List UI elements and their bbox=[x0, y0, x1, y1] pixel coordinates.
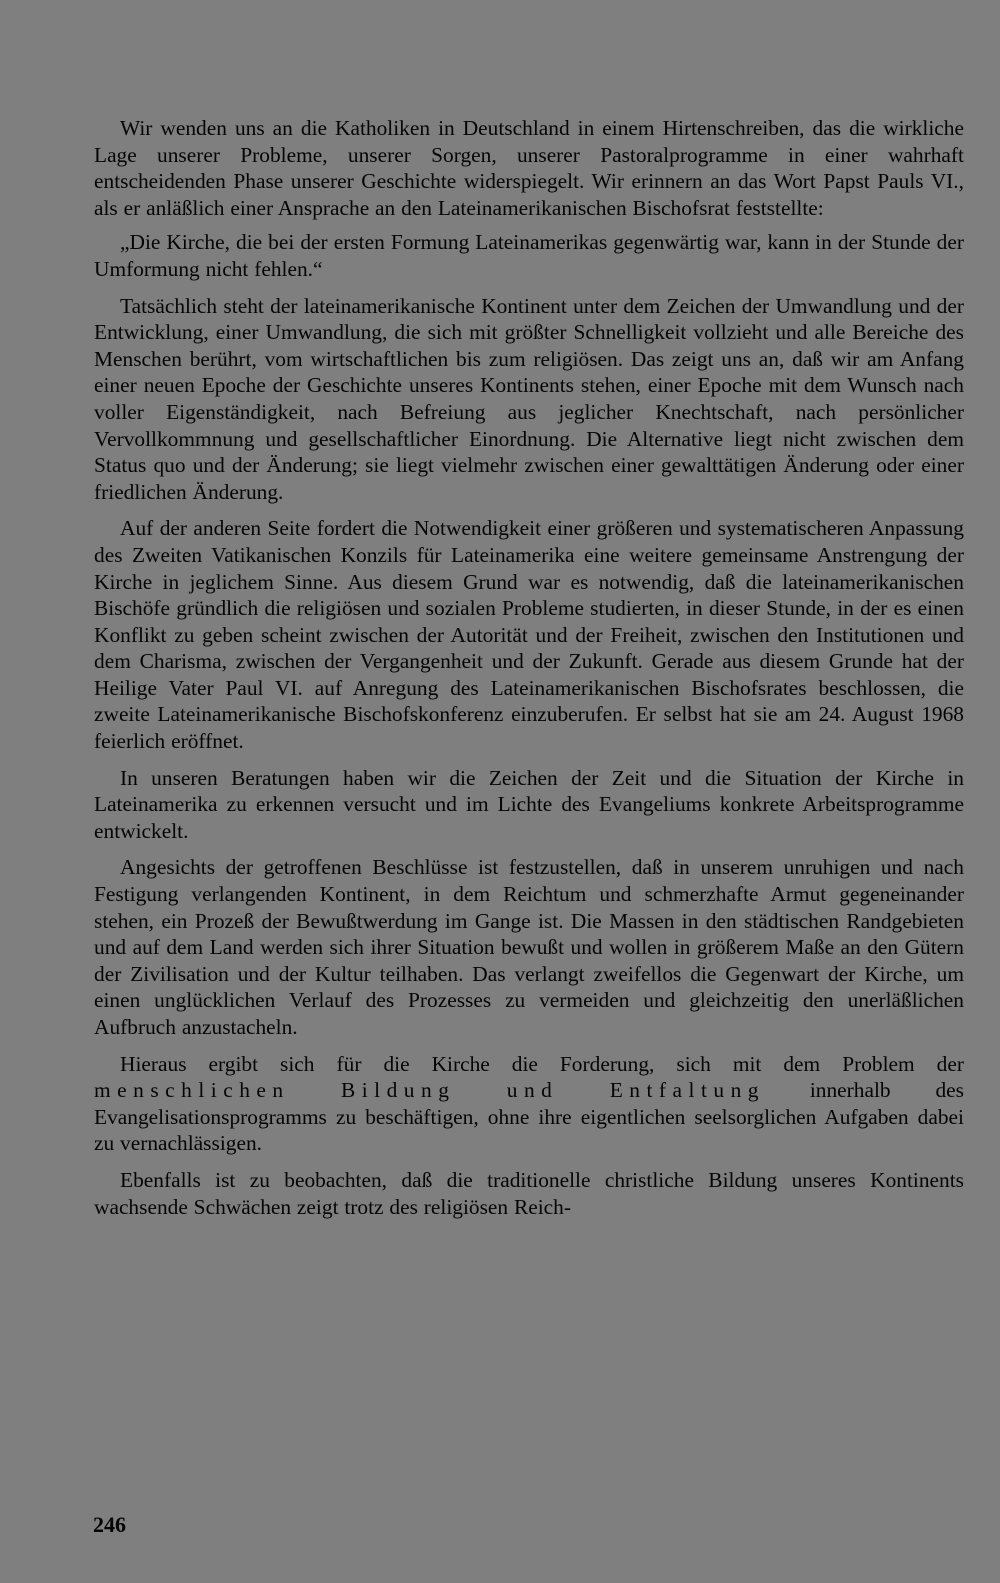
paragraph-weakness: Ebenfalls ist zu beobachten, daß die traditionelle christliche Bildung unseres Kontinents wachsende Schwächen zeigt trotz des religiösen Reich- bbox=[94, 1167, 964, 1219]
paragraph-education bbox=[94, 1051, 964, 1157]
paragraph-awareness: Angesichts der getroffenen Beschlüsse ist festzustellen, daß in unserem unruhigen und nach Festigung verlangenden Kontinent, in dem Reichtum und schmerzhafte Armut gegeneinander stehen, ein Prozeß der Bewußtwerdung im Gange ist. Die Massen in den städtischen Randgebieten und auf dem Land werden sich ihrer Situation bewußt und wollen in größerem Maße an den Gütern der Zivilisation und der Kultur teilhaben. Das verlangt zweifellos die Gegenwart der Kirche, um einen unglücklichen Verlauf des Prozesses zu vermeiden und gleichzeitig den unerläßlichen Aufbruch anzustacheln. bbox=[94, 855, 964, 1039]
paragraph-transformation: Tatsächlich steht der lateinamerikanische Kontinent unter dem Zeichen der Umwandlung und der Entwicklung, einer Umwandlung, die sich mit größter Schnelligkeit vollzieht und alle Bereiche des Menschen berührt, vom wirtschaftlichen bis zum religiösen. Das zeigt uns an, daß wir am Anfang einer neuen Epoche der Geschichte unseres Kontinents stehen, einer Epoche mit dem Wunsch nach voller Eigenständigkeit, nach Befreiung aus jeglicher Knechtschaft, nach persönlicher Vervollkommnung und gesellschaftlicher Einordnung. Die Alternative liegt nicht zwischen dem Status quo und der Änderung; sie liegt vielmehr zwischen einer gewalttätigen Änderung oder einer friedlichen Änderung. bbox=[94, 293, 964, 504]
paragraph-education-start: Hieraus ergibt sich für die Kirche die Forderung, sich mit dem Problem der bbox=[120, 1051, 964, 1076]
paragraph-quote: „Die Kirche, die bei der ersten Formung Lateinamerikas gegenwärtig war, kann in der Stunde der Umformung nicht fehlen.“ bbox=[94, 230, 964, 281]
paragraph-consultations: In unseren Beratungen haben wir die Zeichen der Zeit und die Situation der Kirche in Lateinamerika zu erkennen versucht und im Lichte des Evangeliums konkrete Arbeitsprogramme entwickelt. bbox=[94, 765, 964, 843]
page-number: 246 bbox=[93, 1512, 126, 1537]
emphasized-phrase: menschlichen Bildung und Entfaltung bbox=[94, 1078, 765, 1103]
body-text bbox=[94, 115, 964, 1220]
paragraph-council: Auf der anderen Seite fordert die Notwendigkeit einer größeren und systematischeren Anpassung des Zweiten Vatikanischen Konzils für Lateinamerika eine weitere gemeinsame Anstrengung der Kirche in jeglichem Sinne. Aus diesem Grund war es notwendig, daß die lateinamerikanischen Bischöfe gründlich die religiösen und sozialen Probleme studierten, in dieser Stunde, in der es einen Konflikt zu geben scheint zwischen der Autorität und der Freiheit, zwischen den Institutionen und dem Charisma, zwischen der Vergangenheit und der Zukunft. Gerade aus diesem Grunde hat der Heilige Vater Paul VI. auf Anregung des Lateinamerikanischen Bischofsrates beschlossen, die zweite Lateinamerikanische Bischofskonferenz einzuberufen. Er selbst hat sie am 24. August 1968 feierlich eröffnet. bbox=[94, 516, 964, 754]
paragraph-education-end: innerhalb des Evangelisationsprogramms zu beschäftigen, ohne ihre eigentlichen seelsorglichen Aufgaben dabei zu vernachlässigen. bbox=[94, 1078, 964, 1156]
paragraph-intro: Wir wenden uns an die Katholiken in Deutschland in einem Hirtenschreiben, das die wirkliche Lage unserer Probleme, unserer Sorgen, unserer Pastoralprogramme in einer wahrhaft entscheidenden Phase unserer Geschichte widerspiegelt. Wir erinnern an das Wort Papst Pauls VI., als er anläßlich einer Ansprache an den Lateinamerikanischen Bischofsrat feststellte: bbox=[94, 116, 964, 220]
